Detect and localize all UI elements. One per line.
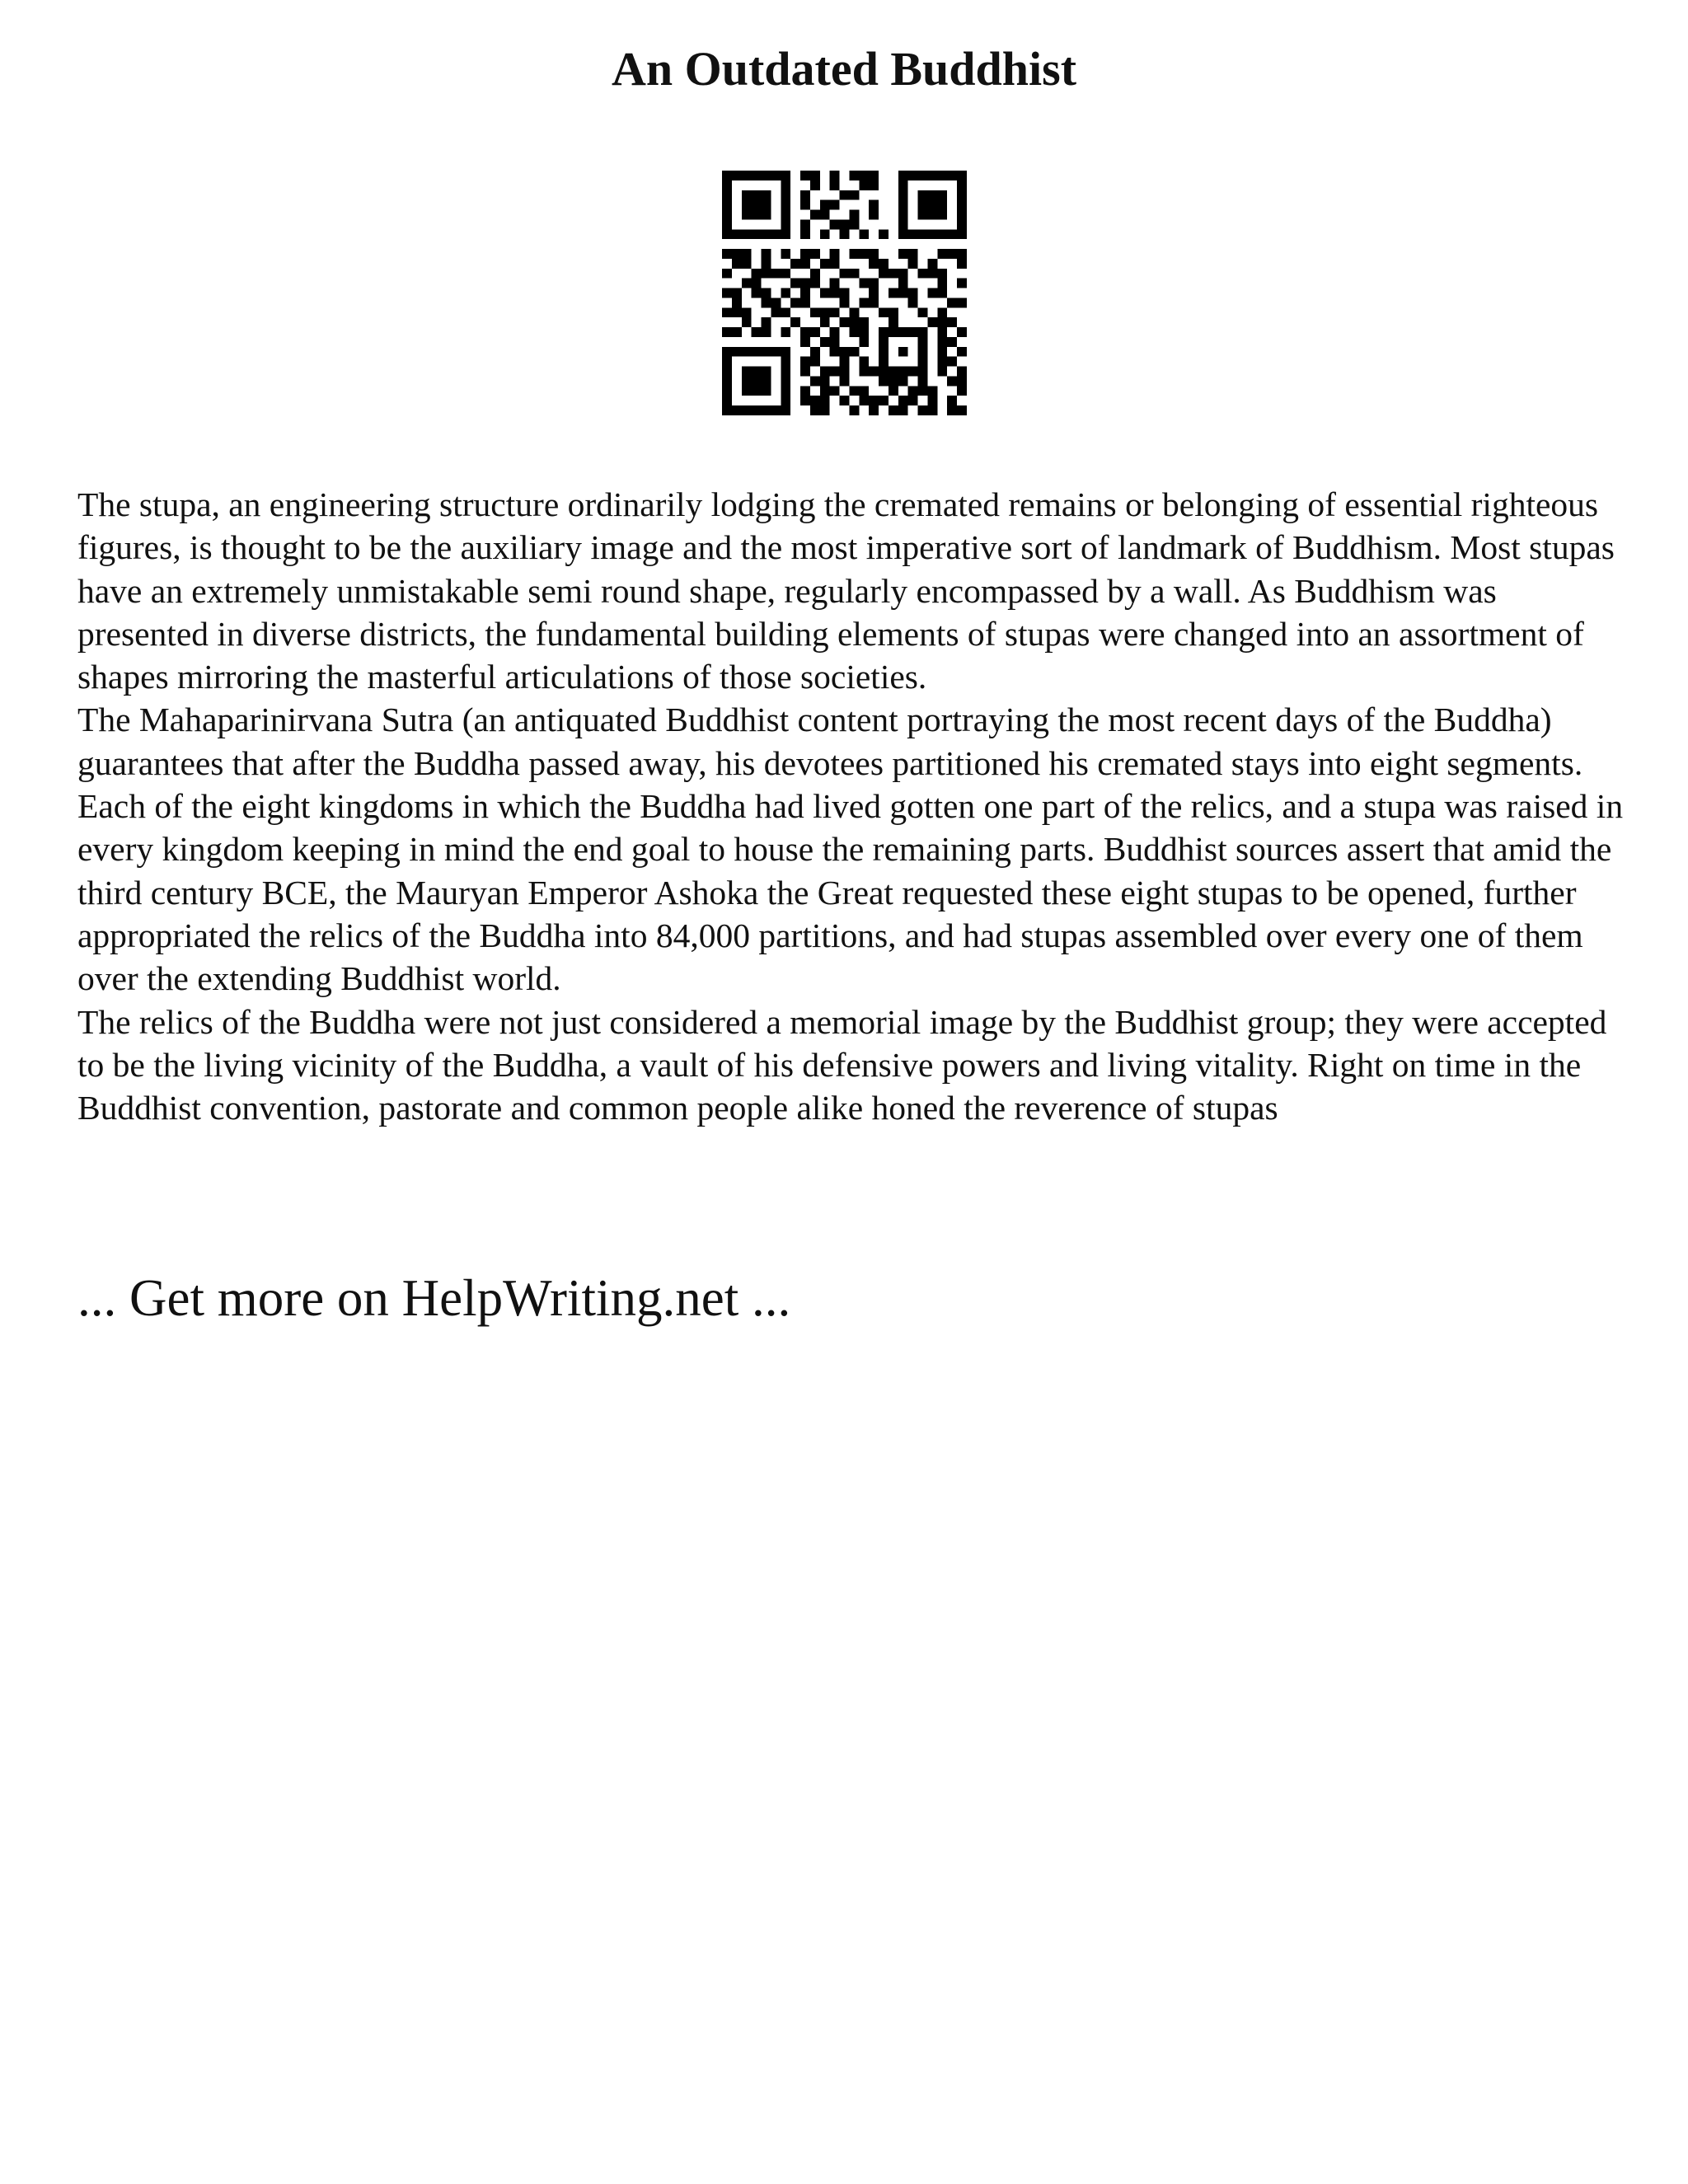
paragraph: The stupa, an engineering structure ordinarily lodging the cremated remains or belonging of essential righteous figures, is thought to be the auxiliary image and the most imperative sort of landmark of Buddhism. Most stupas have an extremely unmistakable semi round shape, regularly encompassed by a wall. As Buddhism was presented in diverse districts, the fundamental building elements of stupas were changed into an assortment of shapes mirroring the masterful articulations of those societies.	[77, 485, 1615, 696]
qr-code-icon	[722, 171, 967, 415]
document-body	[77, 483, 1627, 1129]
paragraph: The Mahaparinirvana Sutra (an antiquated Buddhist content portraying the most recent days of the Buddha) guarantees that after the Buddha passed away, his devotees partitioned his cremated stays into eight segments. Each of the eight kingdoms in which the Buddha had lived gotten one part of the relics, and a stupa was raised in every kingdom keeping in mind the end goal to house the remaining parts. Buddhist sources assert that amid the third century BCE, the Mauryan Emperor Ashoka the Great requested these eight stupas to be opened, further appropriated the relics of the Buddha into 84,000 partitions, and had stupas assembled over every one of them over the extending Buddhist world.	[77, 701, 1624, 998]
document-title: An Outdated Buddhist	[611, 42, 1077, 96]
get-more-link[interactable]: ... Get more on HelpWriting.net ...	[77, 1269, 791, 1327]
paragraph: The relics of the Buddha were not just considered a memorial image by the Buddhist group; they were accepted to be the living vicinity of the Buddha, a vault of his defensive powers and living vitality. Right on time in the Buddhist convention, pastorate and common people alike honed the reverence of stupas	[77, 1002, 1607, 1127]
